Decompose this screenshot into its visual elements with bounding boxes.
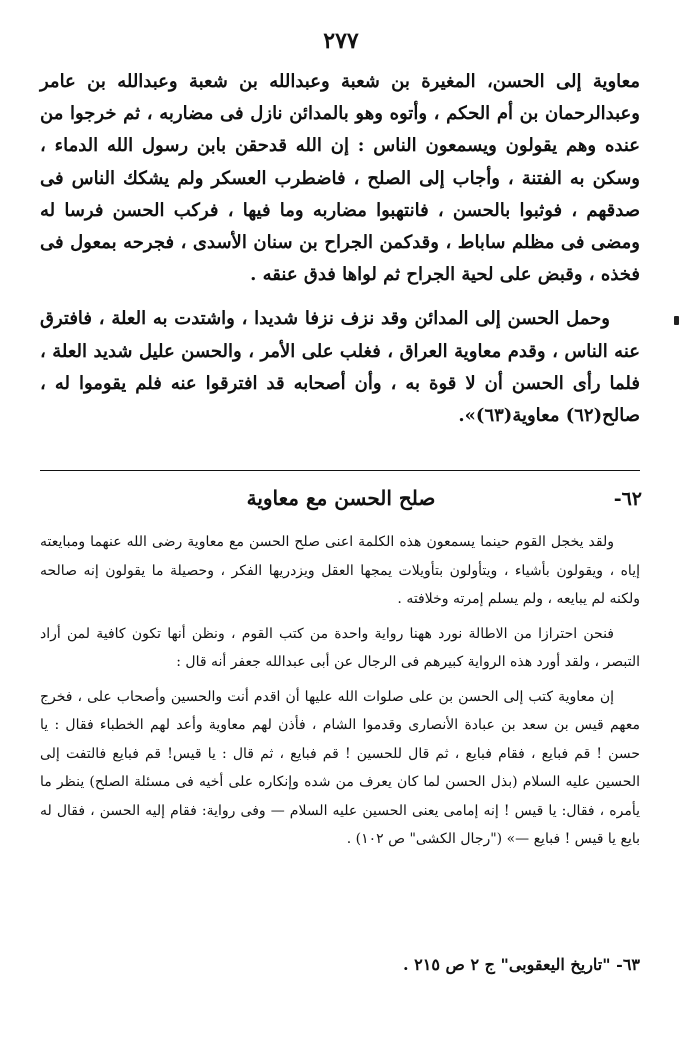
footnote-62-body — [40, 528, 640, 854]
main-paragraph-1: معاوية إلى الحسن، المغيرة بن شعبة وعبدالله بن شعبة وعبدالله بن عامر وعبدالرحمان بن أم الحكم ، وأتوه وهو بالمدائن نازل فى مضاربه ، ثم خرجوا من عنده وهم يقولون ويسمعون الناس : إن الله قدحقن بابن رسول الله الدماء ، وسكن به الفتنة ، وأجاب إلى الصلح ، فاضطرب العسكر ولم يشكك الناس فى صدقهم ، فوثبوا بالحسن ، فانتهبوا مضاربه وما فيها ، فركب الحسن فرسا له ومضى فى مظلم ساباط ، وقدكمن الجراح بن سنان الأسدى ، فجرحه بمعول فى فخذه ، وقبض على لحية الجراح ثم لواها فدق عنقه . — [40, 71, 640, 286]
footnote-62-paragraph-1: ولقد يخجل القوم حينما يسمعون هذه الكلمة اعنى صلح الحسن مع معاوية رضى الله عنهما ومبايعته إياه ، ويقولون بأشياء ، ويتأولون بتأويلات يمجها العقل ويزدريها الفكر ، وحصيلة ما يقولون إنه صالحه ولكنه لم يبايعه ، ولم يسلم إمرته وخلافته . — [40, 534, 640, 607]
footnote-63: ٦٣- "تاريخ اليعقوبى" ج ٢ ص ٢١٥ . — [403, 955, 640, 974]
margin-mark — [674, 316, 679, 325]
footnote-divider — [40, 470, 640, 471]
footnote-62-number: ٦٢- — [613, 488, 642, 510]
footnote-62-paragraph-2: فنحن احترازا من الاطالة نورد ههنا رواية واحدة من كتب القوم ، ونظن أنها تكون كافية لمن أراد التبصر ، ولقد أورد هذه الرواية كبيرهم فى الرجال عن أبى عبدالله جعفر أنه قال : — [40, 625, 640, 670]
main-paragraph-2: وحمل الحسن إلى المدائن وقد نزف نزفا شديدا ، واشتدت به العلة ، فافترق عنه الناس ، وقدم معاوية العراق ، فغلب على الأمر ، والحسن عليل شديد العلة ، فلما رأى الحسن أن لا قوة به ، وأن أصحابه قد افترقوا عنه فلم يقوموا له ، صالح(٦٢) معاوية(٦٣)». — [40, 308, 640, 427]
footnote-62-title: صلح الحسن مع معاوية — [246, 486, 436, 510]
page-number: ٢٧٧ — [323, 28, 359, 54]
footnote-62-paragraph-3: إن معاوية كتب إلى الحسن بن على صلوات الله عليها أن اقدم أنت والحسين وأصحاب على ، فخرج معهم قيس بن سعد بن عبادة الأنصارى وقدموا الشام ، فأذن لهم معاوية وأعد لهم الخطباء فقال : يا حسن ! قم فبايع ، فقام فبايع ، ثم قال للحسين ! قم فبايع ، ثم قال : يا قيس! قم فبايع فالتفت إلى الحسين عليه السلام (بذل الحسن لما كان يعرف من شده وإنكاره على أخيه فى مسئلة الصلح) ينظر ما يأمره ، فقال: يا قيس ! إنه إمامى يعنى الحسين عليه السلام — وفى رواية: فقام إليه الحسن ، فقال له بايع يا قيس ! فبايع —» ("رجال الكشى" ص ١٠٢) . — [40, 688, 640, 847]
main-text — [40, 66, 640, 432]
